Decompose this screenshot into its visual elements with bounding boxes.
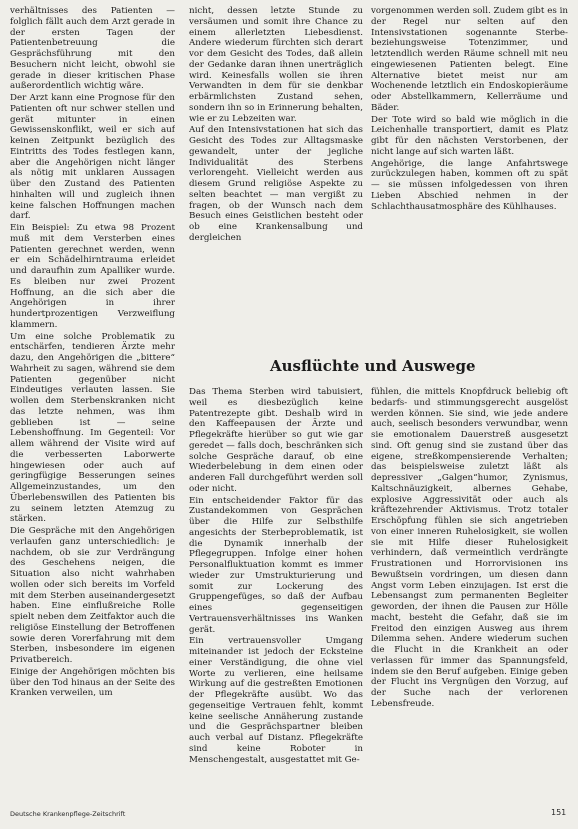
text-column-middle [189,6,363,358]
paragraph: Der Arzt kann eine Prognose für den Patienten oft nur schwer stellen und gerät mitunter in einen Gewissenskonflikt, weil er sich auf keinen Zeitpunkt bezüglich des Eintritts des Todes festlegen kann, aber die Angehörigen nicht länger als nötig mit unklaren Aussagen über den Zustand des Patienten hinhalten will und zugleich ihnen keine falschen Hoffnungen machen darf. [10,93,175,222]
paragraph: Ein entscheidender Faktor für das Zustandekommen von Gesprächen über die Hilfe zur Selbsthilfe angesichts der Sterbeproblematik, ist die Dynamik innerhalb der Pflegegruppen. Infolge einer hohen Personalfluktuation kommt es immer wieder zur Umstrukturierung und somit zur Lockerung des Gruppengefüges, so daß der Aufbau eines gegenseitigen Vertrauensverhältnisses ins Wanken gerät. [189,495,363,635]
paragraph: Ein vertrauensvoller Umgang miteinander ist jedoch der Ecksteine einer Verständigung, die ohne viel Worte zu verlieren, eine heilsame Wirkung auf die gestreßten Emotionen der Pflegekräfte ausübt. Wo das gegenseitige Vertrauen fehlt, kommt keine seelische Annäherung zustande und die Gesprächspartner bleiben auch verbal auf Distanz. Pflegekräfte sind keine Roboter in Menschengestalt, ausgestattet mit Ge- [189,636,363,765]
paragraph: Auf den Intensivstationen hat sich das Gesicht des Todes zur Alltagsmaske gewandelt, unter der jegliche Individualität des Sterbens verlorengeht. Vielleicht werden aus diesem Grund religiöse Aspekte zu selten beachtet — man vergißt zu fragen, ob der Wunsch nach dem Besuch eines Geistlichen besteht oder ob eine Krankensalbung und dergleichen [189,125,363,243]
paragraph: Die Gespräche mit den Angehörigen verlaufen ganz unterschiedlich: je nachdem, ob sie zur Verdrängung des Geschehens neigen, die Situation also nicht wahrhaben wollen oder sich bereits im Vorfeld mit dem Sterben auseinandergesetzt haben. Eine einflußreiche Rolle spielt neben dem Zeitfaktor auch die religiöse Einstellung der Betroffenen sowie deren Vorerfahrung mit dem Sterben, insbesondere im eigenen Privatbereich. [10,526,175,665]
journal-footer: Deutsche Krankenpflege-Zeitschrift [10,810,126,818]
paragraph: nicht, dessen letzte Stunde zu versäumen und somit ihre Chance zu einem allerletzten Liebesdienst. Andere wiederum fürchten sich derart vor dem Gesicht des Todes, daß allein der Gedanke daran ihnen unerträglich wird. Keinesfalls wollen sie ihren Verwandten in dem für sie denkbar erbärmlichsten Zustand sehen, sondern ihn so in Erinnerung behalten, wie er zu Lebzeiten war. [189,6,363,124]
paragraph: Der Tote wird so bald wie möglich in die Leichenhalle transportiert, damit es Platz gibt für den nächsten Verstorbenen, der nicht lange auf sich warten läßt. [371,114,568,157]
paragraph: vorgenommen werden soll. Zudem gibt es in der Regel nur selten auf den Intensivstationen sogenannte Sterbe- beziehungsweise Totenzimmer, und letztendlich werden Räume schnell mit neu eingewiesenen Patienten belegt. Eine Alternative bietet meist nur am Wochenende letztlich ein Endoskopieräume oder Abstellkammern, Kellerräume und Bäder. [371,6,568,113]
paragraph: Um eine solche Problematik zu entschärfen, tendieren Ärzte mehr dazu, den Angehörigen die „bittere“ Wahrheit zu sagen, während sie dem Patienten gegenüber nicht Eindeutiges verlauten lassen. Sie wollen dem Sterbenskranken nicht das letzte nehmen, was ihm geblieben ist — seine Lebenshoffnung. Im Gegenteil: Vor allem während der Visite wird auf die verbesserten Laborwerte hingewiesen oder auch auf geringfügige Besserungen seines Allgemeinzustandes, um den Überlebenswillen des Patienten bis zu seinem letzten Atemzug zu stärken. [10,331,175,525]
text-column-right [371,6,568,289]
page-number: 151 [551,808,567,817]
paragraph: Das Thema Sterben wird tabuisiert, weil es diesbezüglich keine Patentrezepte gibt. Deshalb wird in den Kaffeepausen der Ärzte und Pflegekräfte hierüber so gut wie gar geredet — falls doch, beschränken sich solche Gespräche darauf, ob eine Wiederbelebung in dem einen oder anderen Fall durchgeführt werden soll oder nicht. [189,387,363,494]
text-column-middle-lower [189,387,363,805]
paragraph: Ein Beispiel: Zu etwa 98 Prozent muß mit dem Versterben eines Patienten gerechnet werden, wenn er ein Schädelhirntrauma erleidet und daraufhin zum Apalliker wurde. Es bleiben nur zwei Prozent Hoffnung, an die sich aber die Angehörigen in ihrer hundertprozentigen Verzweiflung klammern. [10,223,175,330]
paragraph: fühlen, die mittels Knopfdruck beliebig oft bedarfs- und stimmungsgerecht ausgelöst werden können. Sie sind, wie jede andere auch, seelisch besonders verwundbar, wenn sie emotionalem Dauerstreß ausgesetzt sind. Oft genug sind sie zustand über das eigene, streßkompensierende Verhalten; das beispielsweise zuletzt läßt als depressiver „Galgen“humor, Zynismus, Kaltschnäuzigkeit, albernes Gehabe, explosive Aggressivität oder auch als kräftezehrender Aktivismus. Trotz totaler Erschöpfung fühlen sie sich angetrieben von einer inneren Ruhelosigkeit, sie wollen sie mit Hilfe dieser Ruhelosigkeit verhindern, daß vermeintlich verdrängte Frustrationen und Horrorvisionen ins Bewußtsein vordringen, um diesen dann Angst vorm Leben einzujagen. Ist erst die Lebensangst zum permanenten Begleiter geworden, der ihnen die Pausen zur Hölle macht, besteht die Gefahr, daß sie im Freitod den einzigen Ausweg aus ihrem Dilemma sehen. Andere wiederum suchen die Flucht in die Krankheit an oder verlassen für immer das Spannungsfeld, indem sie den Beruf aufgeben. Einige geben der Flucht ins Vergnügen den Vorzug, auf der Suche nach der verlorenen Lebensfreude. [371,387,568,709]
text-column-right-lower [371,387,568,805]
paragraph: Angehörige, die lange Anfahrtswege zurückzulegen haben, kommen oft zu spät — sie müssen infolgedessen von ihren Lieben Abschied nehmen in der Schlachthausatmosphäre des Kühlhauses. [371,158,568,212]
section-heading: Ausflüchte und Auswege [270,357,476,375]
paragraph: Einige der Angehörigen möchten bis über den Tod hinaus an der Seite des Kranken verweilen, um [10,666,175,699]
text-column-left [10,6,175,806]
paragraph: verhältnisses des Patienten — folglich fällt auch dem Arzt gerade in der ersten Tagen der Patientenbetreuung die Gesprächsführung mit den Besuchern nicht leicht, obwohl sie gerade in dieser kritischen Phase außerordentlich wichtig wäre. [10,6,175,92]
